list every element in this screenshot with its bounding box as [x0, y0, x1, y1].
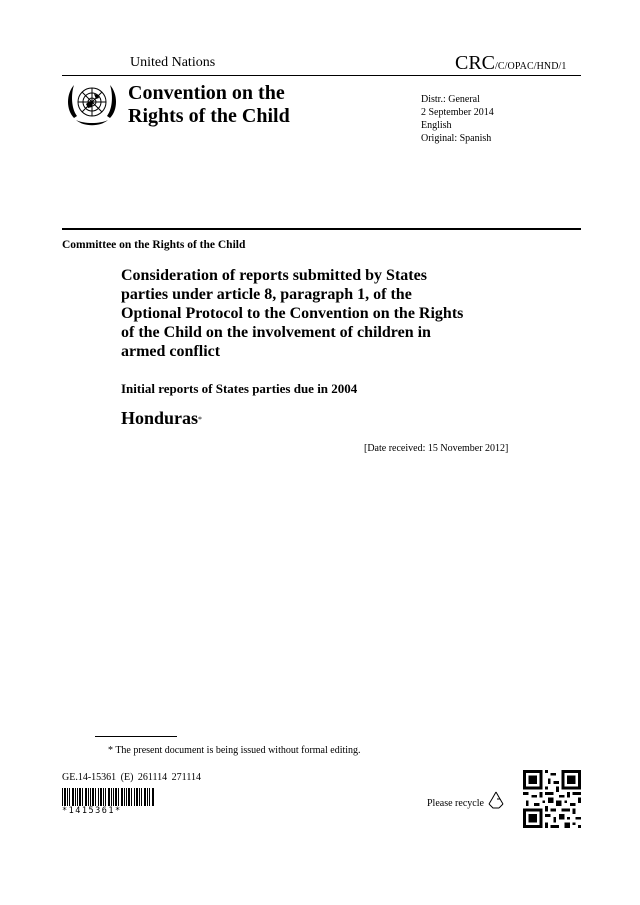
- title-line: Optional Protocol to the Convention on the Rights: [121, 305, 464, 322]
- title-line: armed conflict: [121, 343, 221, 360]
- title-line: Consideration of reports submitted by States: [121, 267, 427, 284]
- header-rule: [62, 75, 581, 76]
- document-reference: GE.14-15361 (E) 261114 271114: [62, 772, 201, 783]
- report-subtitle: Initial reports of States parties due in 2004: [121, 381, 358, 396]
- country-heading: [121, 408, 202, 429]
- title-line: of the Child on the involvement of children in: [121, 324, 431, 341]
- barcode-icon: [62, 788, 154, 806]
- title-line: parties under article 8, paragraph 1, of the: [121, 286, 412, 303]
- date-received: [Date received: 15 November 2012]: [364, 443, 509, 454]
- distribution-block: [421, 93, 494, 145]
- recycle-icon: [486, 790, 506, 810]
- treaty-body-title-line1: Convention on the: [128, 82, 285, 104]
- recycle-label: Please recycle: [427, 798, 484, 809]
- footnote-separator: [95, 736, 177, 737]
- qr-code-icon: [523, 770, 581, 828]
- country-name: Honduras: [121, 408, 199, 428]
- document-title: [121, 266, 541, 361]
- symbol-main: CRC: [455, 52, 496, 74]
- distribution: Distr.: General: [421, 94, 480, 105]
- original-language: Original: Spanish: [421, 133, 492, 144]
- footnote-mark[interactable]: *: [198, 415, 203, 424]
- un-emblem-icon: [64, 80, 120, 130]
- treaty-body-title-line2: Rights of the Child: [128, 105, 290, 127]
- issue-date: 2 September 2014: [421, 107, 494, 118]
- header-thick-rule: [62, 228, 581, 230]
- committee-name: Committee on the Rights of the Child: [62, 239, 246, 251]
- document-symbol: [455, 52, 567, 75]
- symbol-suffix: /C/OPAC/HND/1: [495, 61, 567, 72]
- organization-name: United Nations: [130, 55, 216, 70]
- language: English: [421, 120, 452, 131]
- barcode-text: *1415361*: [62, 806, 122, 816]
- footnote-text: * The present document is being issued without formal editing.: [108, 745, 361, 756]
- treaty-body-title: [128, 82, 290, 128]
